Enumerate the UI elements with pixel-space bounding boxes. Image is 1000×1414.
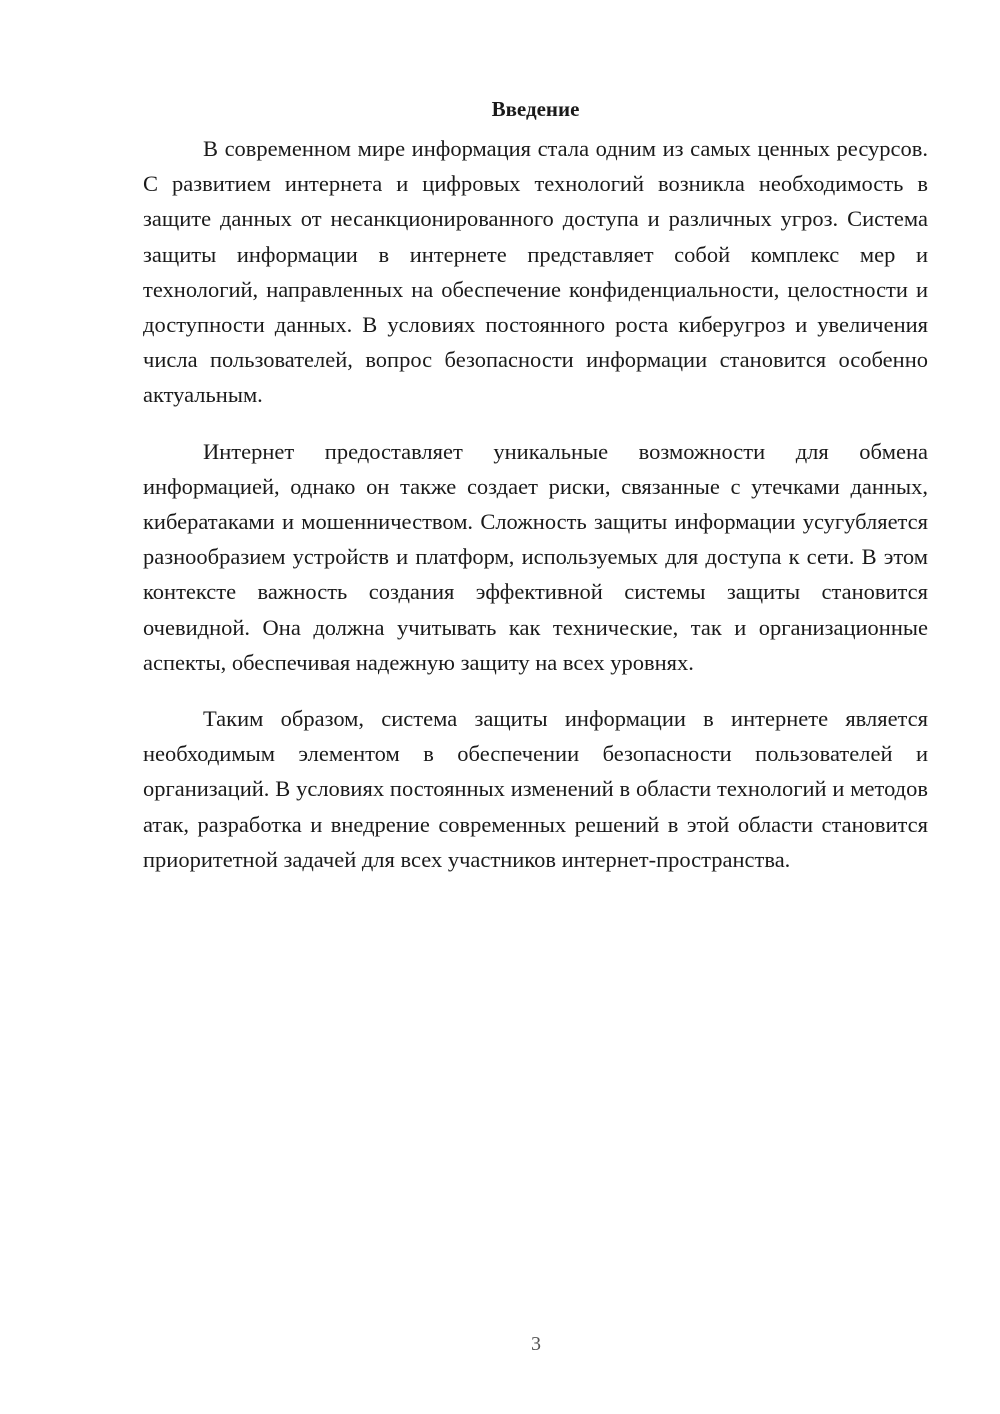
page-number: 3 <box>531 1333 541 1355</box>
section-heading: Введение <box>491 97 580 121</box>
paragraph-1: В современном мире информация стала одним из самых ценных ресурсов. С развитием интернета и цифровых технологий возникла необходимость в защите данных от несанкционированного доступа и различных угроз. Система защиты информации в интернете представляет собой комплекс мер и технологий, направленных на обеспечение конфиденциальности, целостности и доступности данных. В условиях постоянного роста киберугроз и увеличения числа пользователей, вопрос безопасности информации становится особенно актуальным. <box>143 136 928 408</box>
paragraph-3: Таким образом, система защиты информации в интернете является необходимым элементом в обеспечении безопасности пользователей и организаций. В условиях постоянных изменений в области технологий и методов атак, разработка и внедрение современных решений в этой области становится приоритетной задачей для всех участников интернет-пространства. <box>143 706 928 872</box>
paragraph-2: Интернет предоставляет уникальные возможности для обмена информацией, однако он также создает риски, связанные с утечками данных, кибератаками и мошенничеством. Сложность защиты информации усугубляется разнообразием устройств и платформ, используемых для доступа к сети. В этом контексте важность создания эффективной системы защиты становится очевидной. Она должна учитывать как технические, так и организационные аспекты, обеспечивая надежную защиту на всех уровнях. <box>143 438 928 675</box>
page-content <box>143 92 928 898</box>
